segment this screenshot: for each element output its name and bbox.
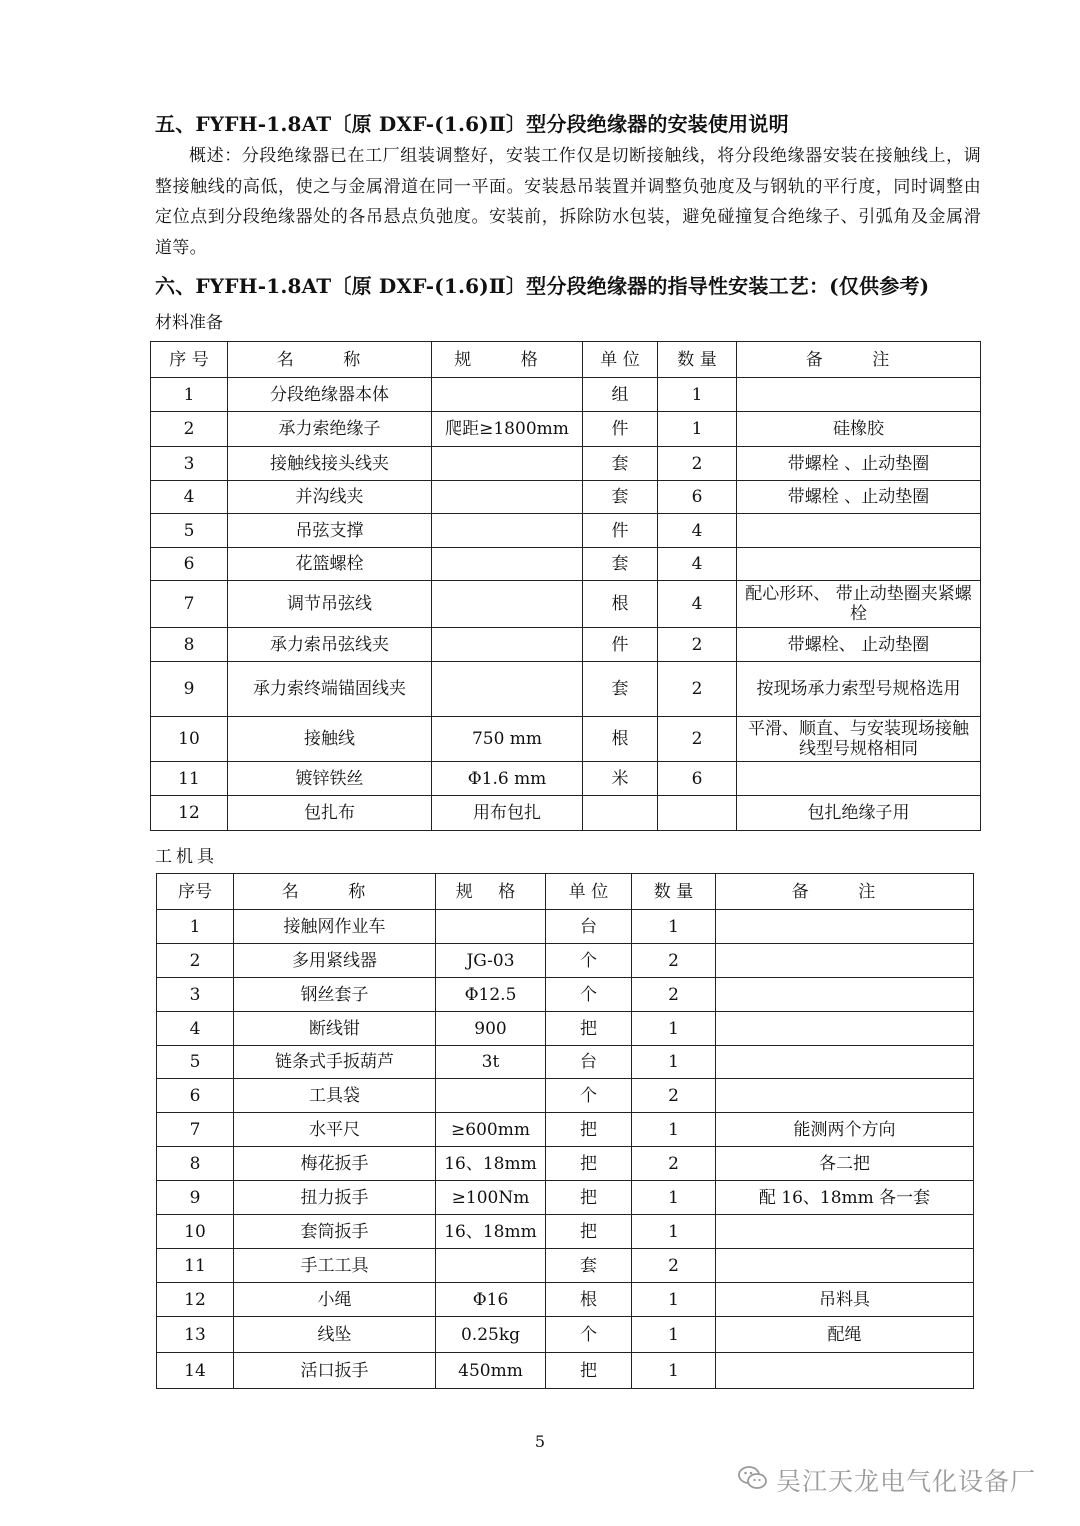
table-cell <box>432 447 583 481</box>
table-cell: 1 <box>632 1317 716 1353</box>
table-cell <box>716 910 974 944</box>
table-cell: 根 <box>583 581 658 628</box>
table-cell: 硅橡胶 <box>737 412 981 447</box>
table-cell: 配心形环、 带止动垫圈夹紧螺栓 <box>737 581 981 628</box>
table-cell <box>432 378 583 412</box>
table-cell <box>432 481 583 514</box>
table-cell: 把 <box>546 1113 632 1147</box>
table-cell: 多用紧线器 <box>234 944 436 978</box>
table-cell <box>436 910 546 944</box>
table-cell: 台 <box>546 910 632 944</box>
materials-table <box>150 341 981 831</box>
table-cell: 4 <box>658 581 737 628</box>
table-cell <box>716 1012 974 1046</box>
table-cell <box>432 548 583 581</box>
table-row <box>157 1147 974 1181</box>
table-cell <box>436 1079 546 1113</box>
table-cell: 9 <box>157 1181 234 1215</box>
table-cell <box>716 1215 974 1249</box>
table-cell: 水平尺 <box>234 1113 436 1147</box>
table-cell: 活口扳手 <box>234 1353 436 1389</box>
table-row <box>157 1249 974 1283</box>
table-cell: 900 <box>436 1012 546 1046</box>
table-cell: 钢丝套子 <box>234 978 436 1012</box>
table-cell: 按现场承力索型号规格选用 <box>737 662 981 717</box>
table-cell <box>432 514 583 548</box>
table-cell: 件 <box>583 628 658 662</box>
table-row <box>151 796 981 831</box>
table-cell: 扭力扳手 <box>234 1181 436 1215</box>
table-cell: 16、18mm <box>436 1147 546 1181</box>
table-cell <box>432 628 583 662</box>
table-cell <box>716 1249 974 1283</box>
table-cell: 包扎布 <box>228 796 432 831</box>
table-cell <box>716 944 974 978</box>
table-cell: 0.25kg <box>436 1317 546 1353</box>
table-cell: 把 <box>546 1215 632 1249</box>
heading-section-6: 六、FYFH-1.8AT〔原 DXF-(1.6)Ⅱ〕型分段绝缘器的指导性安装工艺：(仅供参考) <box>155 274 930 298</box>
table-cell: 手工工具 <box>234 1249 436 1283</box>
table-cell: 包扎绝缘子用 <box>737 796 981 831</box>
table-cell: 接触线接头线夹 <box>228 447 432 481</box>
table-cell: 12 <box>157 1283 234 1317</box>
table-cell: 吊弦支撑 <box>228 514 432 548</box>
table-cell: 750 mm <box>432 717 583 762</box>
table-cell <box>716 1046 974 1079</box>
table-cell: 6 <box>151 548 228 581</box>
table-cell: 承力索绝缘子 <box>228 412 432 447</box>
table-cell: 个 <box>546 944 632 978</box>
header-cell: 序 号 <box>151 342 228 378</box>
table-cell: 1 <box>151 378 228 412</box>
header-cell: 数 量 <box>632 874 716 910</box>
table-cell: 1 <box>157 910 234 944</box>
table-row <box>151 447 981 481</box>
table-row <box>157 1215 974 1249</box>
table-cell: 把 <box>546 1147 632 1181</box>
table-cell: 2 <box>632 1079 716 1113</box>
table-cell: 配 16、18mm 各一套 <box>716 1181 974 1215</box>
heading-section-5: 五、FYFH-1.8AT〔原 DXF-(1.6)Ⅱ〕型分段绝缘器的安装使用说明 <box>155 112 789 136</box>
table-cell: 套 <box>583 662 658 717</box>
table-cell: 件 <box>583 514 658 548</box>
table-cell: 2 <box>632 1147 716 1181</box>
table-cell <box>432 581 583 628</box>
table-row <box>157 1353 974 1389</box>
table-cell: 各二把 <box>716 1147 974 1181</box>
header-cell: 序号 <box>157 874 234 910</box>
table-cell: 调节吊弦线 <box>228 581 432 628</box>
table-cell: ≥100Nm <box>436 1181 546 1215</box>
table-row <box>157 1012 974 1046</box>
watermark <box>738 1460 1036 1500</box>
table-cell: 2 <box>151 412 228 447</box>
table-row <box>151 481 981 514</box>
table-cell: Φ16 <box>436 1283 546 1317</box>
table-row <box>151 628 981 662</box>
table-cell: 吊料具 <box>716 1283 974 1317</box>
table-cell: 个 <box>546 978 632 1012</box>
table-cell: 2 <box>157 944 234 978</box>
table-cell: 分段绝缘器本体 <box>228 378 432 412</box>
table-row <box>151 548 981 581</box>
header-cell: 名 称 <box>228 342 432 378</box>
table-cell <box>716 978 974 1012</box>
table-cell <box>716 1353 974 1389</box>
page-number: 5 <box>534 1432 546 1451</box>
table-cell: 1 <box>658 412 737 447</box>
materials-caption: 材料准备 <box>155 313 223 333</box>
wechat-icon <box>738 1465 768 1495</box>
table-cell: 2 <box>658 717 737 762</box>
table-cell: 5 <box>151 514 228 548</box>
table-cell: 件 <box>583 412 658 447</box>
table-cell: 7 <box>151 581 228 628</box>
table-cell: 4 <box>151 481 228 514</box>
table-cell: JG-03 <box>436 944 546 978</box>
table-cell: 6 <box>658 762 737 796</box>
table-cell: ≥600mm <box>436 1113 546 1147</box>
table-cell: 把 <box>546 1012 632 1046</box>
table-cell: 镀锌铁丝 <box>228 762 432 796</box>
table-cell <box>583 796 658 831</box>
table-cell: 1 <box>658 378 737 412</box>
table-cell: 1 <box>632 1113 716 1147</box>
table-cell: 米 <box>583 762 658 796</box>
table-cell: 根 <box>546 1283 632 1317</box>
materials-header-row <box>151 342 981 378</box>
table-row <box>157 1283 974 1317</box>
table-cell: 2 <box>658 447 737 481</box>
table-cell: 把 <box>546 1181 632 1215</box>
header-cell: 单 位 <box>546 874 632 910</box>
table-cell: 小绳 <box>234 1283 436 1317</box>
table-cell: 4 <box>157 1012 234 1046</box>
tools-header-row <box>157 874 974 910</box>
table-cell: 带螺栓 、止动垫圈 <box>737 481 981 514</box>
table-row <box>157 1046 974 1079</box>
table-cell: 组 <box>583 378 658 412</box>
table-row <box>157 910 974 944</box>
table-cell: 4 <box>658 548 737 581</box>
table-cell: 能测两个方向 <box>716 1113 974 1147</box>
table-row <box>151 581 981 628</box>
table-cell: 套 <box>583 447 658 481</box>
table-cell: 13 <box>157 1317 234 1353</box>
watermark-text: 吴江天龙电气化设备厂 <box>776 1467 1037 1496</box>
table-cell: 承力索吊弦线夹 <box>228 628 432 662</box>
table-cell: 套筒扳手 <box>234 1215 436 1249</box>
table-cell: 9 <box>151 662 228 717</box>
table-cell <box>737 548 981 581</box>
table-cell: 12 <box>151 796 228 831</box>
table-cell: 2 <box>632 944 716 978</box>
table-row <box>151 378 981 412</box>
header-cell: 名 称 <box>234 874 436 910</box>
table-cell: 用布包扎 <box>432 796 583 831</box>
table-cell: 套 <box>583 548 658 581</box>
table-cell: 台 <box>546 1046 632 1079</box>
header-cell: 数 量 <box>658 342 737 378</box>
header-cell: 规 格 <box>432 342 583 378</box>
table-cell: 个 <box>546 1317 632 1353</box>
table-cell <box>716 1079 974 1113</box>
table-cell <box>432 662 583 717</box>
table-cell: 个 <box>546 1079 632 1113</box>
table-cell: 1 <box>632 1181 716 1215</box>
overview-paragraph: 概述：分段绝缘器已在工厂组装调整好，安装工作仅是切断接触线，将分段绝缘器安装在接触线上，调整接触线的高低，使之与金属滑道在同一平面。安装悬吊装置并调整负弛度及与钢轨的平行度，同时调整由定位点到分段绝缘器处的各吊悬点负弛度。安装前，拆除防水包装，避免碰撞复合绝缘子、引弧角及金属滑道等。 <box>155 146 981 258</box>
table-cell <box>737 762 981 796</box>
table-cell: 5 <box>157 1046 234 1079</box>
table-cell: 套 <box>546 1249 632 1283</box>
table-cell: 3t <box>436 1046 546 1079</box>
table-cell: 配绳 <box>716 1317 974 1353</box>
table-cell: 8 <box>157 1147 234 1181</box>
table-cell: 4 <box>658 514 737 548</box>
table-cell <box>737 514 981 548</box>
table-cell: 工具袋 <box>234 1079 436 1113</box>
header-cell: 备 注 <box>737 342 981 378</box>
table-cell: 1 <box>632 1353 716 1389</box>
table-cell: 接触网作业车 <box>234 910 436 944</box>
table-cell: 6 <box>658 481 737 514</box>
table-cell: 带螺栓、 止动垫圈 <box>737 628 981 662</box>
table-cell: 7 <box>157 1113 234 1147</box>
table-cell <box>436 1249 546 1283</box>
table-cell: 1 <box>632 1046 716 1079</box>
header-cell: 备 注 <box>716 874 974 910</box>
table-row <box>157 1317 974 1353</box>
table-row <box>151 514 981 548</box>
table-cell: 2 <box>658 662 737 717</box>
table-cell: 花篮螺栓 <box>228 548 432 581</box>
tools-caption: 工机具 <box>155 847 218 867</box>
table-cell: 3 <box>157 978 234 1012</box>
table-cell: 1 <box>632 1283 716 1317</box>
table-cell: 梅花扳手 <box>234 1147 436 1181</box>
table-cell: 根 <box>583 717 658 762</box>
table-row <box>151 412 981 447</box>
table-cell: 平滑、顺直、与安装现场接触线型号规格相同 <box>737 717 981 762</box>
table-cell: 把 <box>546 1353 632 1389</box>
table-cell <box>737 378 981 412</box>
table-row <box>151 662 981 717</box>
table-cell: 断线钳 <box>234 1012 436 1046</box>
table-row <box>157 1079 974 1113</box>
table-cell: 1 <box>632 1012 716 1046</box>
table-cell: 2 <box>658 628 737 662</box>
table-row <box>157 1113 974 1147</box>
table-cell: Φ12.5 <box>436 978 546 1012</box>
table-cell: 爬距≥1800mm <box>432 412 583 447</box>
table-row <box>151 717 981 762</box>
table-cell: 2 <box>632 1249 716 1283</box>
table-row <box>157 1181 974 1215</box>
table-cell: 1 <box>632 910 716 944</box>
table-cell: 11 <box>157 1249 234 1283</box>
table-cell: 接触线 <box>228 717 432 762</box>
table-cell: 11 <box>151 762 228 796</box>
table-cell: 承力索终端锚固线夹 <box>228 662 432 717</box>
table-row <box>151 762 981 796</box>
table-cell: 450mm <box>436 1353 546 1389</box>
table-cell: 线坠 <box>234 1317 436 1353</box>
table-row <box>157 944 974 978</box>
table-cell: 10 <box>157 1215 234 1249</box>
table-cell: 8 <box>151 628 228 662</box>
table-cell: 2 <box>632 978 716 1012</box>
tools-table <box>156 873 974 1389</box>
table-cell: 10 <box>151 717 228 762</box>
table-cell: 3 <box>151 447 228 481</box>
table-cell: 套 <box>583 481 658 514</box>
table-cell: 链条式手扳葫芦 <box>234 1046 436 1079</box>
table-row <box>157 978 974 1012</box>
table-cell: 1 <box>632 1215 716 1249</box>
table-cell: 并沟线夹 <box>228 481 432 514</box>
table-cell: Φ1.6 mm <box>432 762 583 796</box>
header-cell: 规 格 <box>436 874 546 910</box>
table-cell: 16、18mm <box>436 1215 546 1249</box>
table-cell: 14 <box>157 1353 234 1389</box>
table-cell: 带螺栓 、止动垫圈 <box>737 447 981 481</box>
header-cell: 单 位 <box>583 342 658 378</box>
table-cell <box>658 796 737 831</box>
table-cell: 6 <box>157 1079 234 1113</box>
